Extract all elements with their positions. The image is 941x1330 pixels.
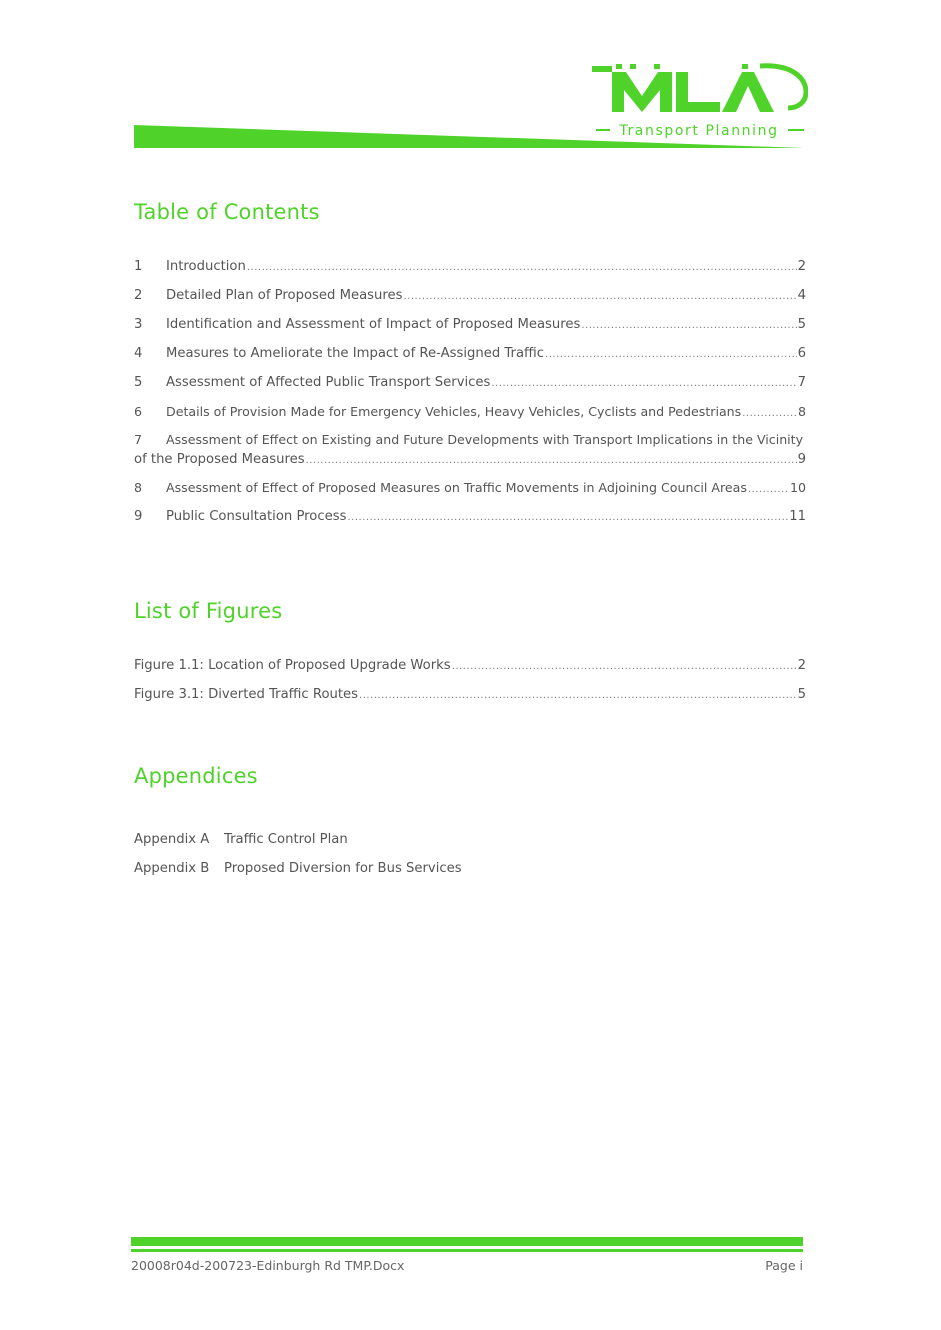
toc-entry-9[interactable]: 9 Public Consultation Process ..... 11	[134, 507, 806, 527]
footer-page-number: Page i	[765, 1258, 803, 1273]
toc-entry-6[interactable]: 6 Details of Provision Made for Emergency Vehicles, Heavy Vehicles, Cyclists and Pedestrians ..... 8	[134, 402, 806, 422]
appendix-entry-a[interactable]: Appendix A Traffic Control Plan	[134, 832, 348, 847]
toc-entry-4[interactable]: 4 Measures to Ameliorate the Impact of Re-Assigned Traffic ..... 6	[134, 344, 806, 364]
logo-tagline: Transport Planning	[619, 123, 779, 139]
dot-leader	[247, 258, 797, 278]
dot-leader	[306, 451, 797, 471]
dot-leader	[404, 287, 797, 307]
dot-leader	[491, 374, 796, 394]
header-green-wedge	[134, 124, 804, 150]
footer-filename: 20008r04d-200723-Edinburgh Rd TMP.Docx	[131, 1258, 405, 1273]
dot-leader	[748, 480, 789, 500]
toc-entry-7[interactable]: 7 Assessment of Effect on Existing and Future Developments with Transport Implications in the Vicinity of the Proposed Measures ..... 9	[134, 430, 806, 470]
footer-bar-thin	[131, 1249, 803, 1252]
dot-leader	[452, 657, 797, 677]
toc-entry-5[interactable]: 5 Assessment of Affected Public Transport Services ..... 7	[134, 373, 806, 393]
toc-entry-2[interactable]: 2 Detailed Plan of Proposed Measures ..... 4	[134, 286, 806, 306]
toc-list	[134, 257, 806, 277]
dot-leader	[545, 345, 797, 365]
toc-entry-8[interactable]: 8 Assessment of Effect of Proposed Measures on Traffic Movements in Adjoining Council Areas ..... 10	[134, 478, 806, 498]
dot-leader	[742, 404, 797, 424]
figure-entry-2[interactable]: Figure 3.1: Diverted Traffic Routes ..... 5	[134, 685, 806, 705]
appendices-heading: Appendices	[134, 764, 258, 788]
dot-leader	[359, 686, 797, 706]
toc-entry-3[interactable]: 3 Identification and Assessment of Impact of Proposed Measures ..... 5	[134, 315, 806, 335]
toc-entry-1[interactable]: 1 Introduction ..... 2	[134, 257, 806, 277]
dot-leader	[347, 508, 788, 528]
figures-heading: List of Figures	[134, 599, 283, 623]
appendix-list	[134, 830, 634, 879]
appendix-entry-b[interactable]: Appendix B Proposed Diversion for Bus Services	[134, 861, 462, 876]
footer-bar-thick	[131, 1237, 803, 1246]
figure-entry-1[interactable]: Figure 1.1: Location of Proposed Upgrade Works ..... 2	[134, 656, 806, 676]
dot-leader	[581, 316, 796, 336]
toc-heading: Table of Contents	[134, 200, 320, 224]
